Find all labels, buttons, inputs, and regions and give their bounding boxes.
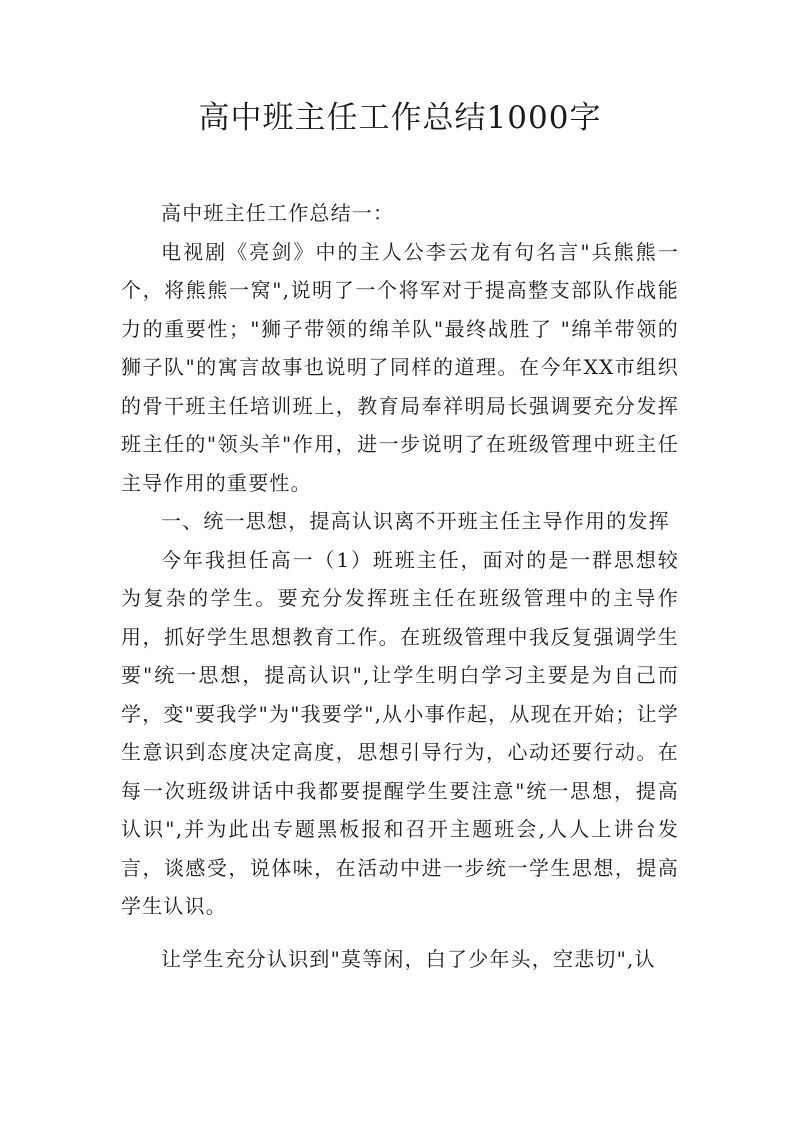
- section-heading-summary-one: 高中班主任工作总结一：: [161, 201, 395, 225]
- paragraph-continuation: 让学生充分认识到"莫等闲，白了少年头，空悲切",认: [161, 946, 656, 971]
- paragraph-intro: 电视剧《亮剑》中的主人公李云龙有句名言"兵熊熊一个，将熊熊一窝",说明了一个将军对于提高整支部队作战能力的重要性；"狮子带领的绵羊队"最终战胜了 "绵羊带领的狮子队"的寓言故事也说明了同样的道理。在今年XX市组织的骨干班主任培训班上，教育局奉祥明局长强调要充分发挥班主任的"领头羊"作用，进一步说明了在班级管理中班主任主导作用的重要性。: [121, 239, 679, 495]
- document-body: [121, 194, 679, 978]
- section-heading-unify-thought: 一、统一思想，提高认识离不开班主任主导作用的发挥: [161, 509, 670, 533]
- document-title: 高中班主任工作总结1000字: [198, 100, 602, 136]
- paragraph-class-management: 今年我担任高一（1）班班主任，面对的是一群思想较为复杂的学生。要充分发挥班主任在班级管理中的主导作用，抓好学生思想教育工作。在班级管理中我反复强调学生要"统一思想，提高认识",让学生明白学习主要是为自己而学，变"要我学"为"我要学",从小事作起，从现在开始；让学生意识到态度决定高度，思想引导行为，心动还要行动。在每一次班级讲话中我都要提醒学生要注意"统一思想，提高认识",并为此出专题黑板报和召开主题班会,人人上讲台发言，谈感受，说体味，在活动中进一步统一学生思想，提高学生认识。: [121, 547, 679, 918]
